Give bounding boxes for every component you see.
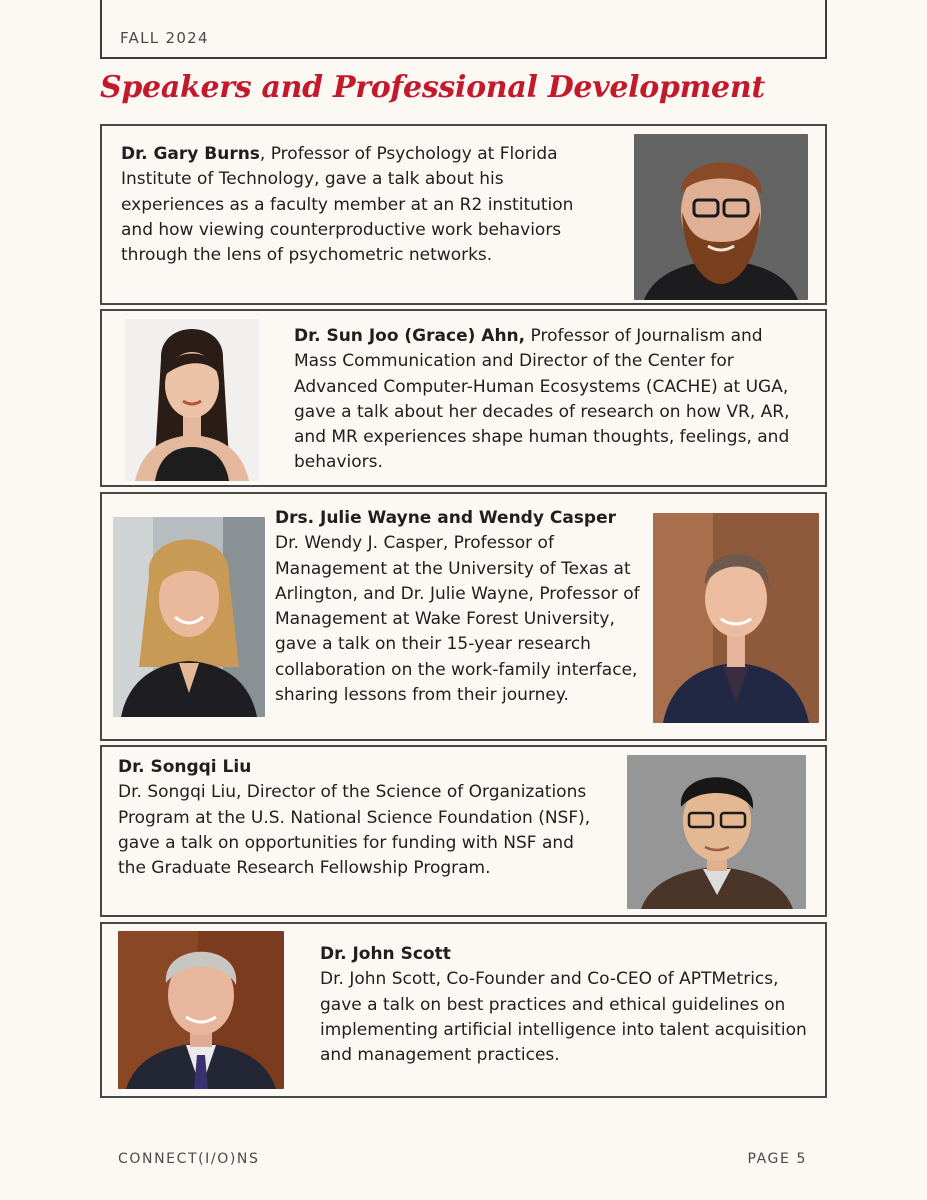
speaker-bio: , Professor of Psychology at Florida Institute of Technology, gave a talk about his experiences as a faculty member at an R2 institution and how viewing counterproductive work behaviors through the lens of psychometric networks. [121,144,574,266]
speaker-card-scott [100,922,827,1098]
speaker-card-burns [100,124,827,305]
speaker-photo-ahn [125,319,259,481]
speaker-bio: Dr. John Scott, Co-Founder and Co-CEO of APTMetrics, gave a talk on best practices and ethical guidelines on implementing artificial intelligence into talent acquisition and management practices. [320,969,807,1066]
footer-page-number: PAGE 5 [747,1151,807,1167]
speaker-bio: Dr. Songqi Liu, Director of the Science of Organizations Program at the U.S. National Science Foundation (NSF), gave a talk on opportunities for funding with NSF and the Graduate Research Fellowship Program. [118,782,591,879]
speaker-description [320,942,810,1068]
speaker-description [121,142,576,268]
speaker-photo-liu [627,755,806,909]
speaker-description [294,324,802,476]
speaker-photo-burns [634,134,808,300]
speaker-photo-scott [118,931,284,1089]
speaker-card-liu [100,745,827,917]
speaker-name: Dr. Gary Burns [121,144,260,164]
speaker-name: Drs. Julie Wayne and Wendy Casper [275,508,617,528]
speaker-description [275,506,650,708]
speaker-name: Dr. Songqi Liu [118,757,252,777]
issue-label: FALL 2024 [120,29,209,47]
speaker-photo-wayne [113,517,265,717]
speaker-name: Dr. Sun Joo (Grace) Ahn, [294,326,526,346]
speaker-description [118,755,603,881]
speaker-card-wayne-casper [100,492,827,741]
header-box [100,0,827,59]
page-title: Speakers and Professional Development [100,70,765,105]
speaker-photo-casper [653,513,819,723]
footer-publication-name: CONNECT(I/O)NS [118,1151,260,1167]
speaker-card-ahn [100,309,827,487]
speaker-name: Dr. John Scott [320,944,451,964]
speaker-bio: Dr. Wendy J. Casper, Professor of Management at the University of Texas at Arlington, and Dr. Julie Wayne, Professor of Management at Wake Forest University, gave a talk on their 15-year research collaboration on the work-family interface, sharing lessons from their journey. [275,533,640,706]
speaker-bio: Professor of Journalism and Mass Communication and Director of the Center for Advanced Computer-Human Ecosystems (CACHE) at UGA, gave a talk about her decades of research on how VR, AR, and MR experiences shape human thoughts, feelings, and behaviors. [294,326,790,473]
